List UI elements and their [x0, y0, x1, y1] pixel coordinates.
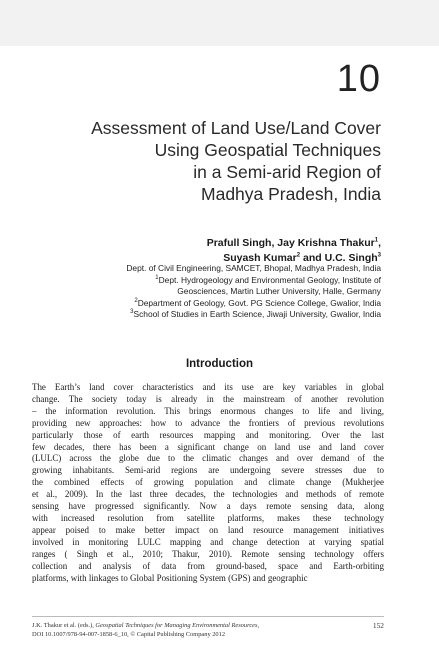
chapter-title: [41, 117, 381, 205]
text-line: with increased resolution from satellite platforms, makes these technology: [32, 512, 384, 523]
affiliation-continued: Geosciences, Martin Luther University, Halle, Germany: [177, 286, 381, 297]
text-line: The Earth’s land cover characteristics and its use are key variables in global: [32, 382, 384, 392]
text-line: providing new approaches: how to advance the frontiers of previous revolutions: [32, 417, 384, 428]
citation-separator: ,: [257, 622, 260, 629]
text-line: et al., 2009). In the last three decades, the technologies and methods of remote: [32, 489, 384, 500]
affil-marker: 3: [130, 309, 134, 316]
affiliation: Dept. of Civil Engineering, SAMCET, Bhopal, Madhya Pradesh, India: [126, 263, 381, 273]
author-affil-marker: 3: [377, 252, 381, 259]
page-number: 152: [372, 621, 384, 630]
author-list: [207, 236, 381, 266]
text-line: involved in monitoring LULC mapping and change detection at varying spatial: [32, 536, 384, 547]
text-line: change. The society today is already in the mainstream of another revolution: [32, 393, 384, 404]
footer-divider: [32, 616, 384, 617]
citation-line: [32, 621, 259, 630]
affiliation: [126, 275, 381, 287]
affiliation: [126, 309, 381, 321]
footer-citation: [32, 621, 259, 639]
affil-marker: 1: [155, 274, 159, 281]
author-affil-marker: 1: [374, 237, 379, 244]
chapter-title-line: Madhya Pradesh, India: [201, 184, 381, 204]
text-line: ranges ( Singh et al., 2010; Thakur, 2010). Remote sensing technology offers: [32, 548, 384, 559]
text-line: the combined effects of growing population and climate change (Mukherjee: [32, 477, 384, 488]
text-line: appear poised to make better impact on land resource management initiatives: [32, 524, 384, 535]
citation-editors: J.K. Thakur et al. (eds.),: [32, 622, 96, 629]
citation-book-title: Geospatial Techniques for Managing Environmental Resources: [95, 622, 258, 629]
affiliation-text: Dept. Hydrogeology and Environmental Geology, Institute of: [158, 274, 381, 285]
text-line: growing inhabitants. Semi-arid regions are undergoing severe stresses due to: [32, 465, 384, 476]
chapter-title-line: Assessment of Land Use/Land Cover: [91, 118, 381, 138]
author-line: [207, 236, 381, 251]
affiliation-text: Department of Geology, Govt. PG Science College, Gwalior, India: [137, 297, 381, 308]
section-heading: Introduction: [185, 358, 254, 370]
body-paragraph: [32, 382, 384, 584]
author-names: Prafull Singh, Jay Krishna Thakur: [206, 237, 375, 249]
text-line: particularly those of earth resources mapping and monitoring. Over the last: [32, 429, 384, 440]
author-name: Suyash Kumar: [223, 252, 297, 264]
author-affil-marker: 2: [296, 252, 301, 259]
chapter-number: 10: [336, 58, 381, 100]
chapter-title-line: Using Geospatial Techniques: [154, 140, 381, 160]
affiliation: [126, 298, 381, 310]
text-line: – the information revolution. This brings enormous changes to life and living,: [32, 405, 384, 416]
chapter-title-line: in a Semi-arid Region of: [193, 162, 381, 182]
text-line: collection and analysis of data from ground-based, space and Earth-orbiting: [32, 560, 384, 571]
text-line: few decades, there has been a significant change on land use and land cover: [32, 441, 384, 452]
affiliation-list: [126, 263, 381, 321]
author-separator: ,: [378, 237, 381, 249]
author-name: and U.C. Singh: [300, 252, 378, 264]
text-line: (LULC) across the globe due to the climatic changes and over demand of the: [32, 453, 384, 464]
text-line: sensing have progressed significantly. Now a days remote sensing data, along: [32, 501, 384, 512]
doi-line: DOI 10.1007/978-94-007-1858-6_10, © Capital Publishing Company 2012: [32, 631, 226, 638]
affil-marker: 2: [134, 297, 138, 304]
header-band: [0, 0, 439, 46]
affiliation-text: School of Studies in Earth Science, Jiwaji University, Gwalior, India: [133, 309, 381, 320]
text-line: platforms, with linkages to Global Positioning System (GPS) and geographic: [32, 572, 308, 583]
